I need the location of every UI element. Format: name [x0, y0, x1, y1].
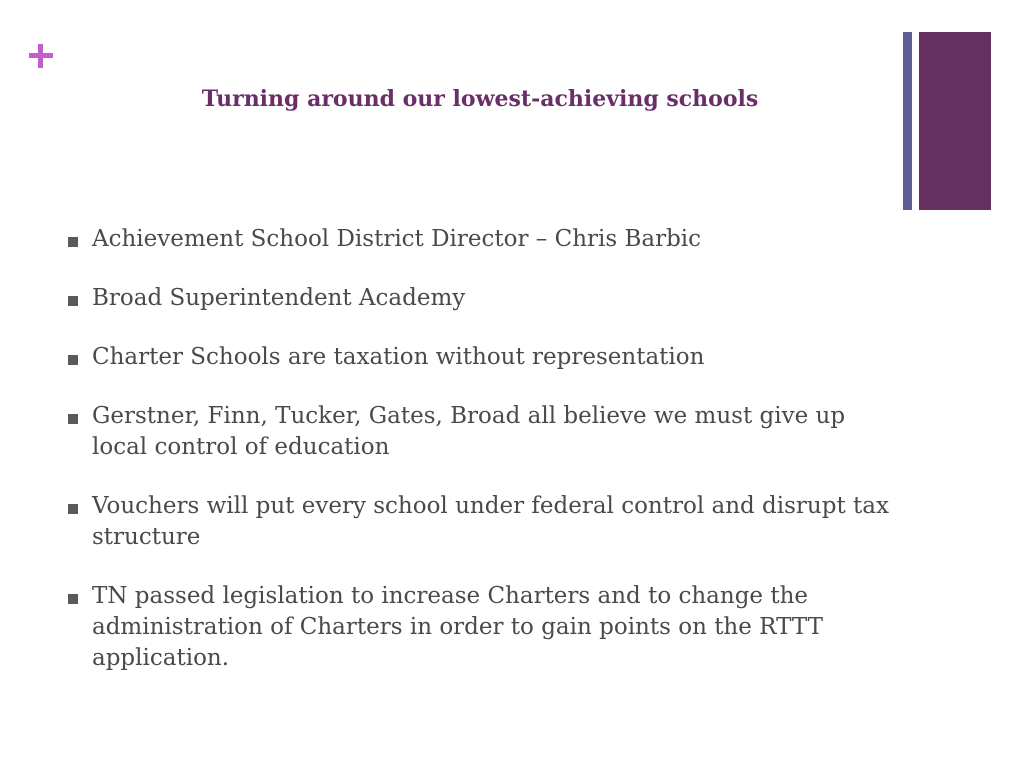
bullet-text: Broad Superintendent Academy: [92, 285, 466, 311]
slide-title: Turning around our lowest-achieving schools: [201, 86, 759, 112]
bullet-item: [66, 224, 896, 255]
bullet-item: [66, 283, 896, 314]
bullet-list: [66, 224, 896, 702]
square-bullet-icon: [68, 504, 78, 514]
plus-icon-vertical-stroke: [38, 44, 43, 68]
bullet-text: Charter Schools are taxation without representation: [92, 344, 705, 370]
square-bullet-icon: [68, 296, 78, 306]
bullet-text: Achievement School District Director – Chris Barbic: [92, 226, 702, 252]
square-bullet-icon: [68, 355, 78, 365]
square-bullet-icon: [68, 237, 78, 247]
plus-icon: [26, 40, 56, 70]
square-bullet-icon: [68, 594, 78, 604]
bullet-text: TN passed legislation to increase Charters and to change the administration of Charters in order to gain points on the RTTT application.: [92, 583, 823, 671]
bullet-item: [66, 401, 896, 463]
decorative-bar-thin: [903, 32, 912, 210]
bullet-item: [66, 491, 896, 553]
decorative-bar-thick: [919, 32, 991, 210]
square-bullet-icon: [68, 414, 78, 424]
bullet-item: [66, 581, 896, 674]
bullet-item: [66, 342, 896, 373]
bullet-text: Gerstner, Finn, Tucker, Gates, Broad all believe we must give up local control of education: [92, 403, 846, 460]
bullet-text: Vouchers will put every school under federal control and disrupt tax structure: [92, 493, 889, 550]
